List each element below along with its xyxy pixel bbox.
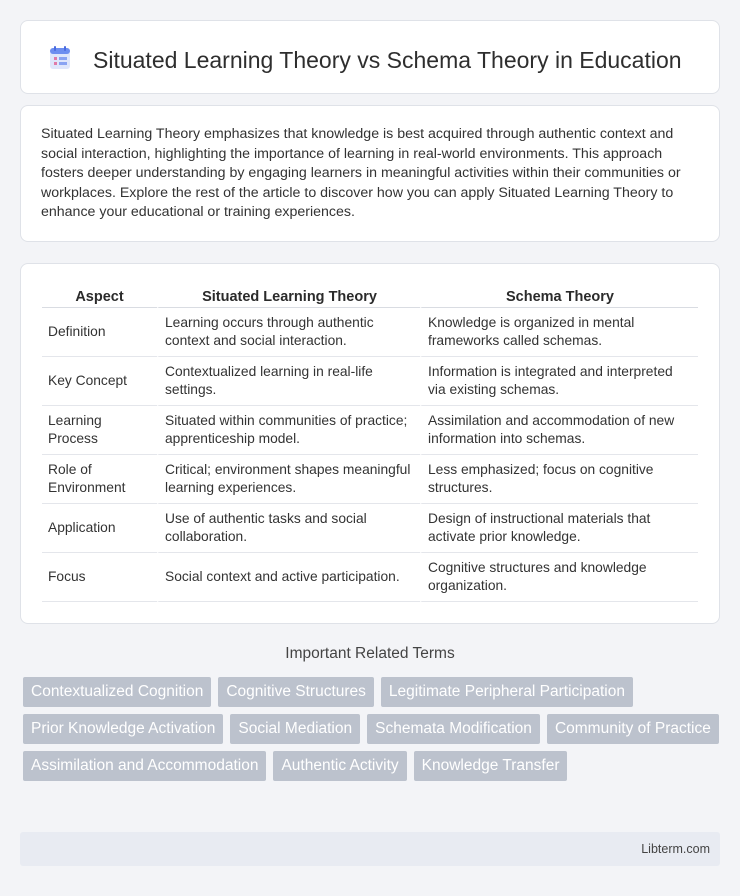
intro-card bbox=[20, 105, 720, 242]
comparison-table bbox=[42, 286, 698, 602]
schema-cell: Design of instructional materials that activate prior knowledge. bbox=[420, 504, 698, 553]
intro-paragraph: Situated Learning Theory emphasizes that knowledge is best acquired through authentic context and social interaction, highlighting the importance of learning in real-world environments. This approach fosters deeper understanding by engaging learners in meaningful activities within their communities or workplaces. Explore the rest of the article to discover how you can apply Situated Learning Theory to enhance your educational or training experiences. bbox=[41, 126, 681, 220]
column-header-situated: Situated Learning Theory bbox=[157, 286, 420, 308]
situated-cell: Situated within communities of practice; apprenticeship model. bbox=[157, 406, 420, 455]
related-term-tag[interactable]: Assimilation and Accommodation bbox=[23, 751, 266, 781]
schema-cell: Less emphasized; focus on cognitive structures. bbox=[420, 455, 698, 504]
related-terms-list bbox=[23, 677, 723, 781]
related-term-tag[interactable]: Social Mediation bbox=[230, 714, 360, 744]
row-aspect-cell: Focus bbox=[42, 553, 157, 602]
schema-cell: Information is integrated and interpreted via existing schemas. bbox=[420, 357, 698, 406]
related-term-tag[interactable]: Authentic Activity bbox=[273, 751, 406, 781]
row-aspect-cell: Application bbox=[42, 504, 157, 553]
comparison-table-card bbox=[20, 263, 720, 624]
page-title: Situated Learning Theory vs Schema Theory in Education bbox=[93, 47, 682, 73]
footer bbox=[20, 832, 720, 866]
related-terms-heading: Important Related Terms bbox=[285, 645, 455, 662]
table-row bbox=[42, 504, 698, 553]
related-term-tag[interactable]: Knowledge Transfer bbox=[414, 751, 568, 781]
table-row bbox=[42, 357, 698, 406]
situated-cell: Social context and active participation. bbox=[157, 553, 420, 602]
situated-cell: Learning occurs through authentic context and social interaction. bbox=[157, 308, 420, 357]
document-list-icon bbox=[47, 45, 73, 71]
situated-cell: Use of authentic tasks and social collaboration. bbox=[157, 504, 420, 553]
table-row bbox=[42, 455, 698, 504]
table-row bbox=[42, 553, 698, 602]
header-card bbox=[20, 20, 720, 94]
schema-cell: Cognitive structures and knowledge organization. bbox=[420, 553, 698, 602]
table-row bbox=[42, 308, 698, 357]
row-aspect-cell: Definition bbox=[42, 308, 157, 357]
related-term-tag[interactable]: Legitimate Peripheral Participation bbox=[381, 677, 633, 707]
table-header-row bbox=[42, 286, 698, 308]
schema-cell: Knowledge is organized in mental frameworks called schemas. bbox=[420, 308, 698, 357]
column-header-aspect: Aspect bbox=[42, 286, 157, 308]
row-aspect-cell: Learning Process bbox=[42, 406, 157, 455]
situated-cell: Critical; environment shapes meaningful learning experiences. bbox=[157, 455, 420, 504]
related-term-tag[interactable]: Schemata Modification bbox=[367, 714, 540, 744]
row-aspect-cell: Key Concept bbox=[42, 357, 157, 406]
related-term-tag[interactable]: Prior Knowledge Activation bbox=[23, 714, 223, 744]
related-term-tag[interactable]: Contextualized Cognition bbox=[23, 677, 211, 707]
related-term-tag[interactable]: Cognitive Structures bbox=[218, 677, 374, 707]
table-row bbox=[42, 406, 698, 455]
row-aspect-cell: Role of Environment bbox=[42, 455, 157, 504]
schema-cell: Assimilation and accommodation of new information into schemas. bbox=[420, 406, 698, 455]
column-header-schema: Schema Theory bbox=[420, 286, 698, 308]
related-term-tag[interactable]: Community of Practice bbox=[547, 714, 719, 744]
situated-cell: Contextualized learning in real-life settings. bbox=[157, 357, 420, 406]
footer-site-link[interactable]: Libterm.com bbox=[641, 842, 710, 856]
